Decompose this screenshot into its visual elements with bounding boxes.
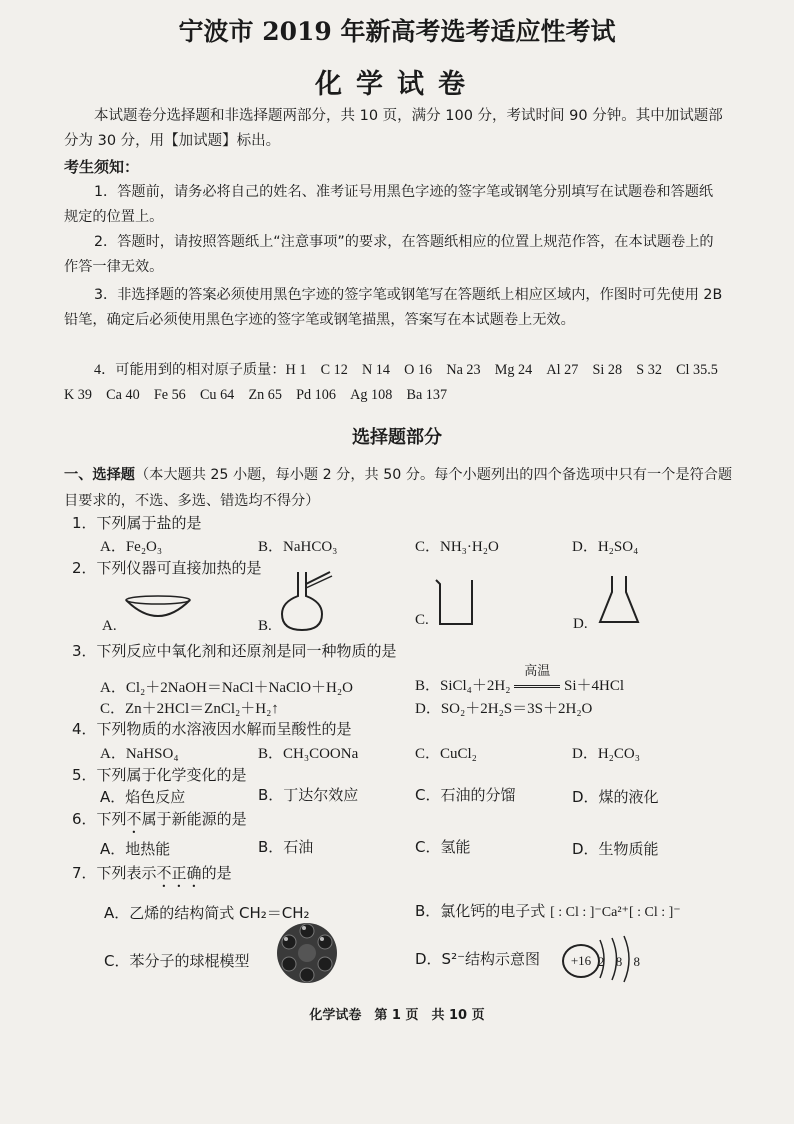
q6-stem-pre: 6．下列 xyxy=(72,810,127,828)
q3-option-b xyxy=(415,664,624,695)
q4-stem: 4．下列物质的水溶液因水解而呈酸性的是 xyxy=(72,720,352,738)
notice-heading: 考生须知： xyxy=(64,158,140,176)
q7-stem-emphasis: 不正确 xyxy=(156,864,202,882)
q5-option-c: C．石油的分馏 xyxy=(415,786,516,804)
q6-stem xyxy=(72,808,247,837)
part-description: （本大题共 25 小题，每小题 2 分，共 50 分。每个小题列出的四个备选项中只有一个是符合题目要求的，不选、多选、错选均不得分） xyxy=(64,467,733,509)
q6-option-c: C．氢能 xyxy=(415,838,471,856)
q5-option-b: B．丁达尔效应 xyxy=(258,786,359,804)
notice-item-2: 2．答题时，请按照答题纸上“注意事项”的要求，在答题纸相应的位置上规范作答，在本试题卷上的作答一律无效。 xyxy=(64,234,714,275)
electron-formula: [ : Cl : ]⁻Ca²⁺[ : Cl : ]⁻ xyxy=(550,905,681,920)
reaction-condition-label: 高温 xyxy=(524,664,551,679)
q3-stem: 3．下列反应中氧化剂和还原剂是同一种物质的是 xyxy=(72,642,397,660)
q2-stem: 2．下列仪器可直接加热的是 xyxy=(72,559,262,577)
electron-shells: 2 8 8 xyxy=(598,954,644,969)
q6-stem-post: 属于新能源的是 xyxy=(141,810,247,828)
q5-stem: 5．下列属于化学变化的是 xyxy=(72,766,247,784)
distillation-flask-icon xyxy=(276,568,336,634)
benzene-ball-stick-model-icon xyxy=(270,918,344,988)
q7-option-c: C．苯分子的球棍模型 xyxy=(104,952,250,970)
q7-stem-pre: 7．下列表示 xyxy=(72,864,157,882)
q4-option-c: C．CuCl₂ xyxy=(415,746,477,762)
section-title: 选择题部分 xyxy=(352,427,442,448)
q6-option-a: A．地热能 xyxy=(100,840,171,858)
notice-item-1: 1．答题前，请务必将自己的姓名、准考证号用黑色字迹的签字笔或钢笔分别填写在试题卷和答题纸规定的位置上。 xyxy=(64,184,714,225)
exam-subtitle: 化学试卷 xyxy=(315,69,479,100)
q1-option-a: A．Fe₂O₃ xyxy=(100,539,163,555)
reaction-condition xyxy=(514,664,560,695)
q1-option-c: C．NH₃·H₂O xyxy=(415,539,499,555)
q2-option-d: D. xyxy=(573,616,588,632)
nucleus-circle: +16 xyxy=(562,944,600,978)
q6-option-b: B．石油 xyxy=(258,838,314,856)
conical-flask-icon xyxy=(596,572,642,628)
q2-option-c: C. xyxy=(415,612,429,628)
q7-option-d: D．S²⁻结构示意图 xyxy=(415,950,541,968)
q7-stem xyxy=(72,862,232,891)
q6-stem-emphasis: 不 xyxy=(126,810,142,828)
q6-option-d: D．生物质能 xyxy=(572,840,659,858)
q7-stem-post: 的是 xyxy=(201,864,232,882)
q4-option-a: A．NaHSO₄ xyxy=(100,746,179,762)
q1-stem: 1．下列属于盐的是 xyxy=(72,514,202,532)
q3-option-c: C．Zn＋2HCl＝ZnCl₂＋H₂↑ xyxy=(100,701,279,717)
q3-option-a: A．Cl₂＋2NaOH＝NaCl＋NaClO＋H₂O xyxy=(100,680,353,696)
q3-option-b-left: B．SiCl₄＋2H₂ xyxy=(415,678,511,694)
q2-option-a: A. xyxy=(102,618,117,634)
intro-paragraph: 本试题卷分选择题和非选择题两部分，共 10 页，满分 100 分，考试时间 90 分钟。其中加试题部分为 30 分，用【加试题】标出。 xyxy=(64,108,723,149)
q1-option-d: D．H₂SO₄ xyxy=(572,539,639,555)
q3-option-d: D．SO₂＋2H₂S＝3S＋2H₂O xyxy=(415,701,593,717)
q7-option-b-label: B．氯化钙的电子式 xyxy=(415,902,546,920)
q3-option-b-right: Si＋4HCl xyxy=(563,678,624,694)
beaker-icon xyxy=(432,576,478,628)
q4-option-d: D．H₂CO₃ xyxy=(572,746,640,762)
q1-option-b: B．NaHCO₃ xyxy=(258,539,338,555)
notice-item-3: 3．非选择题的答案必须使用黑色字迹的签字笔或钢笔写在答题纸上相应区域内，作图时可先使用 2B 铅笔，确定后必须使用黑色字迹的签字笔或钢笔描黑，答案写在本试题卷上无效。 xyxy=(64,287,723,328)
q5-option-a: A．焰色反应 xyxy=(100,788,186,806)
equals-bar xyxy=(514,685,560,688)
q7-option-b xyxy=(415,900,681,921)
q2-option-b: B. xyxy=(258,618,272,634)
q5-option-d: D．煤的液化 xyxy=(572,788,659,806)
part-heading xyxy=(64,462,744,514)
exam-title: 宁波市 2019 年新高考选考适应性考试 xyxy=(178,17,616,46)
page-footer: 化学试卷 第 1 页 共 10 页 xyxy=(309,1008,485,1023)
notice-item-4: 4．可能用到的相对原子质量：H 1 C 12 N 14 O 16 Na 23 Mg 24 Al 27 Si 28 S 32 Cl 35.5 K 39 Ca 40 Fe 56 Cu 64 Zn 65 Pd 106 Ag 108 Ba 137 xyxy=(64,362,733,403)
part-label: 一、选择题 xyxy=(64,467,135,483)
evaporating-dish-icon xyxy=(122,594,194,626)
q7-option-a: A．乙烯的结构简式 CH₂＝CH₂ xyxy=(104,904,310,922)
q4-option-b: B．CH₃COONa xyxy=(258,746,359,762)
